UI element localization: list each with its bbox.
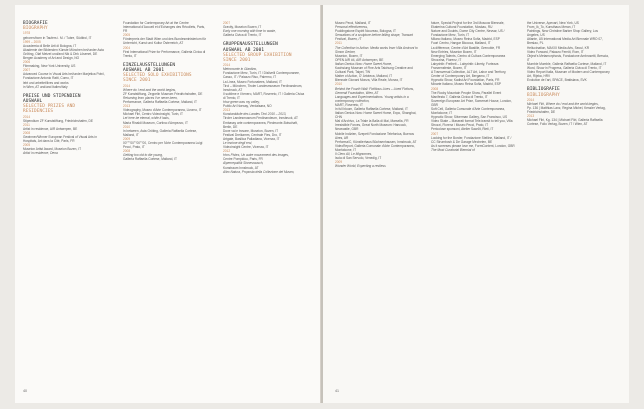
entry: The Rocky Mountain People Show, Parallel Event Manifesta 7, Galleria Civica di Trento, IT: [431, 90, 502, 99]
entry: Soft Cell, Galleria Comunale d'Arte Contemporanea, Monfalcone, IT: [431, 106, 505, 116]
entry: Video Report Italia, Museum of Modern and Contemporary Art, Rijeka, HRV: [527, 70, 610, 79]
entry: Mal d'Archivo, La Triale la Balla di Mai, Marsella, FR: [335, 119, 409, 124]
entry: Gewinner/Winner European Festival of Visual Arts in Hospitals, Art dans la Cité, Paris, FR: [23, 135, 97, 144]
entry: Looking for the Border, Fondazione Stelline, Mailand, IT / CC Strumbosh & De Garage Mechelen, BE: [431, 135, 512, 144]
entry: From_Ik_To, Kunsthaus Meran, IT: [527, 25, 576, 30]
entry: Kaohsiung Museum of Fine Arts Taichung Creative and Cultural Park, Taipei, TW: [335, 66, 413, 75]
year-label: 2009: [335, 160, 343, 165]
column-group-continued-2: [431, 21, 515, 152]
entry: The Most Curatorial Biennial of: [431, 147, 475, 152]
heading-biography: BIOGRAPHY: [23, 26, 48, 32]
entry: Gravity, Museion Bozen, IT: [223, 25, 262, 30]
entry: Festival Dreikamm, Centrale Fies, Dro, IT: [223, 132, 282, 137]
entry: Behind the Fourth Wall: Fictitious Lives – Lived Fictions, Generali Foundation, Wien, AT: [335, 86, 414, 95]
entry: The Collection in Action. Media works from Villa Amiconi to Simon Gerber,: [335, 45, 418, 54]
heading-preise-auswahl: AUSWAHL: [23, 98, 43, 104]
year-label: 1999 – 2005: [23, 39, 41, 44]
entry: Maria Rinaldi Museum, Cortina d'Ampezzo, IT: [123, 120, 188, 125]
entry: Puddingstone Espirit Nouveau, Bologna, IT: [335, 29, 396, 34]
entry: Atlante, U5 International Media Art Biennale WRO 07, Breslau, PL: [527, 37, 603, 46]
entry: Museo Pecci, Mailand, IT: [335, 21, 371, 25]
heading-gruppen-auswahl: AUSWAHL AB 2001: [223, 47, 265, 53]
year-label: 2014: [123, 83, 131, 88]
year-label: 2009: [123, 136, 131, 141]
entry: Hellucination, MAXXI Media Arts, Seoul, KR: [527, 45, 590, 50]
year-label: 2010: [335, 82, 343, 87]
year-label: 2005: [23, 143, 31, 148]
page-number-right: 41: [335, 389, 339, 393]
entry: Advanced Course in Visual Arts bei/under Marjetica Potrč, Fondazione Antonio Ratti, Como, IT: [23, 72, 105, 81]
entry: In between, Asta Gröting, Galleria Raffaella Cortese, Mailand, IT: [123, 128, 198, 137]
year-label: 2006: [23, 60, 31, 65]
year-label: 2010: [123, 124, 131, 129]
entry: Matter of Action, O' Artoteca, Mailand, IT: [335, 74, 393, 79]
entry: Performa/C, Künstlerhaus Büchsenhausen, Innsbruck, AT: [335, 139, 417, 144]
entry: OPEN AIR #4, AIR Antwerpen, BE: [335, 57, 384, 62]
entry: Performance, Galleria Raffaella Cortese, Mailand, IT: [123, 100, 197, 105]
year-label: 2011: [335, 41, 342, 46]
entry: Alpenrepublik Sinnesrausch,: [223, 161, 264, 166]
entry: the Universe, Apexart, New York, US: [527, 21, 579, 25]
entry: Sovereign European Art Prize, Somerset House, London, GBR: [431, 98, 512, 107]
entry: Paintings, New Christine Barker Shop Gallery, Los Angeles, US: [527, 29, 598, 38]
entry: Getting too old to die young,: [123, 153, 163, 158]
entry: Il Clero All, Le Mignonnes,: [335, 152, 373, 156]
entry: Irresistible Forces, Great North Museum: Hancock, Newcastle, GBR: [335, 123, 407, 132]
entry: Artist in residence, Dena: [23, 151, 58, 156]
entry: future, Special Project for the 3rd Moscow Biennale, Ekaterina Cultural Foundation, Moskau, RU: [431, 21, 505, 30]
entry: geboren/born in Taufers i. M. / Tubre, Südtirol, IT: [23, 35, 92, 40]
entry: Kunstankäufe des Landes Tirol 2010 – 2013,: [223, 112, 287, 117]
heading-einzel: EINZELAUSSTELLUNGEN: [123, 62, 176, 68]
column-group-exhibitions: [223, 21, 307, 174]
entry: Personal effectiveness,: [335, 25, 368, 30]
entry: Biennale Giovani Monza, Villa Reale, Monza, IT: [335, 78, 403, 83]
entry: La différence, Centre d'Art Bastille, Grenoble, FR: [431, 45, 501, 50]
entry: 00°°°00°°00°°00, Centro per l'Arte Contemporanea Luigi Pecci, Prato, IT: [123, 140, 203, 150]
entry: Le lezione degli eroi,: [223, 140, 253, 145]
heading-solo-since: SINCE 2001: [123, 78, 151, 84]
entry: As it screeses please love me, FormContent, London, GBR: [431, 143, 515, 148]
entry: Förderpreis der Stadt Wien und des Bundesministerium für Unterricht, Kunst und Kultur Österreich, AT: [123, 37, 207, 46]
entry: Accademia di Belle Arti di Bologna, IT: [23, 43, 77, 48]
entry: Mixarte Italiano, Museo Reina Sofia, Madrid, ESP: [431, 82, 501, 87]
entry: Galleria Raffaella Cortese, Mailand, IT: [123, 157, 177, 162]
year-label: 2004: [123, 45, 131, 50]
entry: Wonder World, Expecting a restless: [335, 164, 386, 169]
entry: Galleria Civica di Trento, IT: [223, 33, 262, 38]
entry: Pp. 136 | Matthias Lanz, Regina Michel, Kessler Verlag, Friedrichshafen, DE: [527, 106, 606, 115]
entry: Mobile Indizien, Szepeti Fondazione Telefonica, Buenos Aires, AR: [335, 131, 414, 140]
entry: Italian Genius Now: Home Sweet Home, Expo, Shanghai, CHN: [335, 111, 417, 120]
entry: Foundation for Contemporary Art at the Centre International d'Accueil et d'Echanges des Récollets, Paris, FR: [123, 21, 206, 34]
entry: Let here be eternal, while it lasts,: [123, 116, 170, 121]
entry: Hors Pistes, Un autre mouvement des images,: [223, 153, 289, 158]
entry: Object's Metamorphosis, Fondazione Ambrosetti, Brescia, IT: [527, 53, 609, 62]
year-label: 2013: [223, 108, 231, 113]
entry: Fuori Centro, Hangar Bicocca, Mailand, IT: [431, 41, 491, 46]
heading-prizes: SELECTED PRIZES AND: [23, 104, 76, 110]
entry: Metronomie in Giardino,: [223, 67, 258, 72]
entry: Centre Pompidou, Paris, FR: [223, 157, 263, 162]
year-label: 2008: [123, 149, 131, 154]
entry: Michael Fliri, Centro Videoinsight, Turin, IT: [123, 112, 183, 117]
entry: How green was my valley,: [223, 100, 260, 105]
page-number-left: 40: [23, 389, 27, 393]
year-label: 2008: [431, 86, 439, 91]
entry: Word, Show in Progress, Galleria Civica di Trento, IT: [527, 66, 602, 71]
entry: in Wien, AT und/and Italien/Italy: [23, 84, 68, 89]
entry: Tirol – München, Tiroler Landesmuseum Ferdinandeum, Innsbruck, AT: [223, 83, 303, 92]
entry: Pericolose sponsoni, Atelier Saw4it, Rieti, IT: [431, 127, 494, 132]
entry: Videography, Museo d'Arte Contemporanea, Livorno, IT: [123, 108, 202, 113]
heading-bibliography: BIBLIOGRAPHY: [527, 92, 560, 98]
entry: Bergen Academy of Art and Design, NO: [23, 55, 80, 60]
column-group-continued: [335, 21, 419, 168]
left-page: [15, 5, 321, 403]
heading-solo: SELECTED SOLO EXHIBITIONS: [123, 73, 192, 79]
entry: ZF Kunststiftung, Zeppelin Museum Friedrichshafen, DE: [123, 91, 203, 96]
entry: New Entries, Museion Bozen, IT: [431, 49, 477, 54]
entry: MART, Rovereto, IT: [335, 102, 363, 107]
entry: Mumble Mumble, Galleria Raffaella Cortese, Mailand, IT: [527, 61, 607, 66]
entry: Labyrinth::Freiheit – Labyrinth::Liberty, Fortezza Franzensfeste, Bozen, IT: [431, 61, 499, 71]
entry: Emerging Talents, Centro di Cultura Contemporanea Strozzina, Florenz, IT: [431, 53, 506, 62]
column-bibliography: [527, 21, 611, 126]
book-spread: [15, 5, 629, 403]
entry: Videoinsight Centre, Vicenza, IT: [223, 145, 269, 150]
heading-biografie: BIOGRAFIE: [23, 21, 48, 26]
entry: Museion, Bozen, IT: [335, 53, 363, 58]
entry: Il sublime e il tenero, MART, Rovereto, IT / Galleria Civica di Trento, IT: [223, 91, 305, 100]
entry: Italian Genius Now: Home Sweet Home,: [335, 61, 393, 66]
year-label: 2007: [431, 131, 439, 136]
entry: A Transversal Collection, ALT Art, Labor and Territory, Center of Contemporary Art, Bergamo, IT: [431, 70, 507, 79]
entry: Altro Natura, Proposta della Collezione del Museo,: [223, 169, 295, 174]
year-label: 2011: [23, 122, 30, 127]
year-label: 2012: [223, 149, 231, 154]
entry: Embassy arte contemporanea, Piedmonte-Botschaft, Berlin, DE: [223, 120, 298, 129]
entry: Dove vai e trovare, Museion, Bozen, IT: [223, 128, 279, 133]
right-page: [323, 5, 629, 403]
entry: Where do I end and the world begins,: [123, 87, 176, 92]
heading-residencies: RESIDENCIES: [23, 109, 54, 115]
year-label: 2014: [527, 97, 535, 102]
year-label: 2014: [223, 63, 231, 68]
column-biography: [23, 21, 107, 155]
entry: Video Skate – Maserati format Tele-transit to tell you, Villa Strozzi, Florenz / Museo Pecci, Prato, IT: [431, 119, 513, 128]
heading-preise: PREISE UND STIPENDIEN: [23, 93, 81, 99]
year-label: 2013: [123, 104, 131, 109]
entry: Tiroler Landesmuseum Ferdinandeum, Innsbruck, AT: [223, 116, 298, 121]
entry: Artgate, Basilica Palladiana, Vicenza, IT: [223, 136, 280, 141]
entry: Hypnotic Show, Silverman Gallery, San Francisco, US: [431, 115, 508, 120]
entry: Artist in residence, AIR Antwerpen, BE: [23, 126, 78, 131]
year-label: 1978: [23, 31, 31, 36]
entry: First International Prize for Performance, Galleria Civica di Trento, IT: [123, 49, 206, 58]
entry: Stipendium ZF Kunststiftung, Friedrichshafen, DE: [23, 118, 93, 123]
heading-group: SELECTED GROUP EXHIBITION: [223, 52, 292, 58]
entry: Milano Italiano, Museo Reina Sofia, Madrid, ESP: [431, 37, 500, 42]
year-label: 2014: [23, 114, 31, 119]
year-label: 2007: [223, 21, 231, 25]
entry: Kunstraum Innsbruck, AT: [223, 165, 259, 170]
heading-gruppen: GRUPPENAUSSTELLUNGEN: [223, 42, 278, 48]
column-solo-exhibitions: [123, 21, 207, 161]
year-label: 2008: [23, 130, 31, 135]
year-label: 2007: [23, 68, 31, 73]
heading-group-since: SINCE 2001: [223, 57, 251, 63]
entry: Fondazione Merz, Turin, IT / Dislivelli Contemporanee, Casso, IT / Palazzo Riso, Palermo, IT: [223, 71, 300, 80]
entry: Akademie der Bildenden Künste München bei/under Asta Gröting, Olaf Metzel und/and Nik & Dirk Lösenet, DE: [23, 47, 104, 56]
entry: Hypnotic Show, Kadist Art Foundation, Paris, FR: [431, 78, 500, 83]
entry: lebt und arbeitet/lives and works: [23, 80, 69, 85]
entry: Languages and Experimentations. Young artists in a contemporary collection,: [335, 94, 409, 103]
entry: Public Art Norway, Verdalsøra, NO: [223, 104, 272, 109]
entry: Sensations of a sculpture before falling shape, Transart Festival, Bozen, IT: [335, 33, 413, 42]
year-label: 2005: [123, 33, 131, 38]
entry: La Linea, Museo Fortunatees, Mailand, IT: [223, 79, 283, 84]
entry: VideoReport, Galleria Comunale d'Arte Contemporanea, Monfalcone, IT: [335, 143, 415, 152]
heading-bibliografie: BIBLIOGRAFIE: [527, 87, 560, 93]
entry: Michael Fliri, Kg. 134 | Michael Fliri, Galleria Raffaella Cortese, Folio Verlag, Bozen, IT / Wien, AT: [527, 118, 603, 127]
entry: Video Forward, Palazzo Ferniti, Rom, IT: [527, 49, 584, 54]
entry: Filmmaking, New York University, US: [23, 64, 76, 69]
entry: Nature and Doubts, Dome City Centre, Nevsar, US / Fondazione Merz, Turin, IT: [431, 29, 505, 38]
entry: Early one morning with time to waste,: [223, 29, 276, 34]
entry: Evolution de l'art, SPACE, Bratislava, SVK: [527, 78, 587, 83]
entry: Museion Artist Award, Museion Bozen, IT: [23, 147, 82, 152]
year-label: 2013: [527, 114, 535, 119]
entry: In full bloom, Galleria Raffaella Cortese, Mailand, IT: [335, 106, 408, 111]
entry: Returning from places I've never been,: [123, 95, 178, 100]
heading-einzel-auswahl: AUSWAHL AB 2001: [123, 68, 165, 74]
entry: Michael Fliri, Where do I end and the world begins,: [527, 101, 599, 106]
entry: Isola di San Servolo, Venedig, IT: [335, 156, 382, 161]
